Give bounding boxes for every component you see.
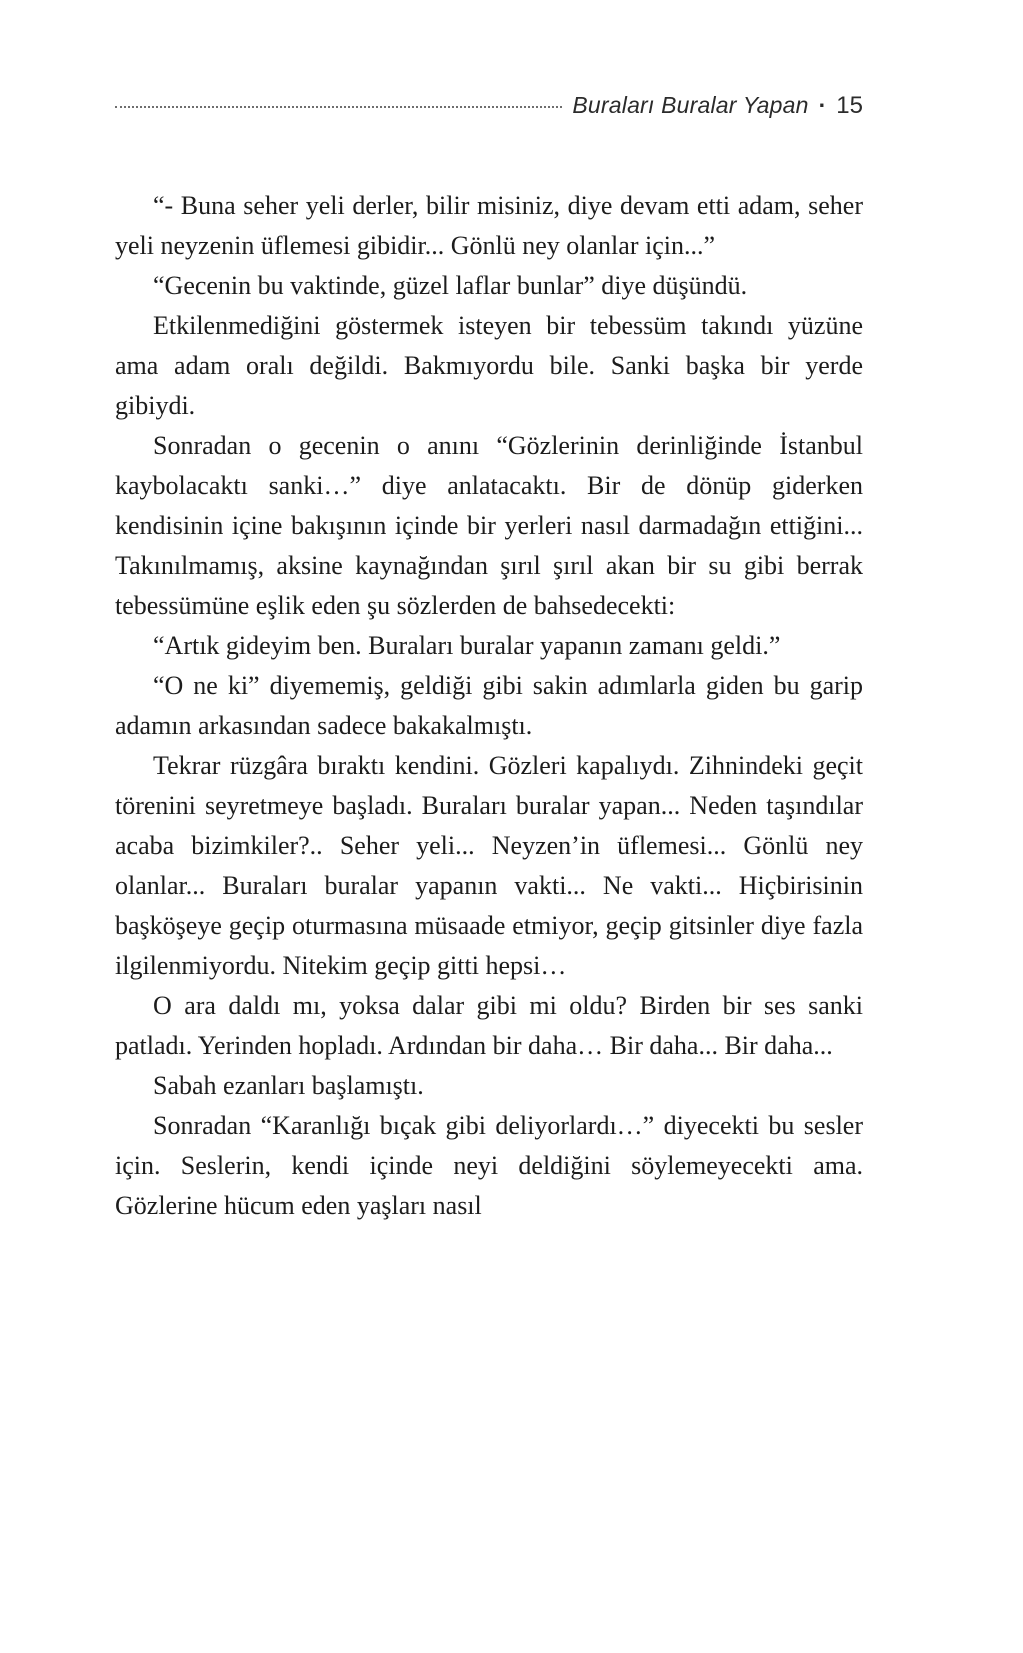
dotted-leader	[115, 106, 562, 108]
paragraph: “Gecenin bu vaktinde, güzel laflar bunlar” diye düşündü.	[153, 271, 748, 300]
header-separator-dot: ·	[818, 92, 827, 118]
paragraph: Sonradan o gecenin o anını “Gözlerinin derinliğinde İstanbul kaybolacaktı sanki…” diye anlatacaktı. Bir de dönüp giderken kendisinin içine bakışının içinde bir yerleri nasıl darmadağın ettiğini... Takınılmamış, aksine kaynağından şırıl şırıl akan bir su gibi berrak tebessümüne eşlik eden şu sözlerden de bahsedecekti:	[115, 431, 863, 620]
paragraph: “Artık gideyim ben. Buraları buralar yapanın zamanı geldi.”	[153, 631, 781, 660]
paragraph: Sonradan “Karanlığı bıçak gibi deliyorlardı…” diyecekti bu sesler için. Seslerin, kendi içinde neyi deldiğini söylemeyecekti ama. Gözlerine hücum eden yaşları nasıl	[115, 1111, 863, 1220]
paragraph: O ara daldı mı, yoksa dalar gibi mi oldu? Birden bir ses sanki patladı. Yerinden hopladı. Ardından bir daha… Bir daha... Bir daha...	[115, 991, 863, 1060]
running-head	[115, 92, 863, 120]
paragraph: Sabah ezanları başlamıştı.	[153, 1071, 424, 1100]
running-title: Buraları Buralar Yapan	[572, 92, 809, 118]
paragraph: “- Buna seher yeli derler, bilir misiniz, diye devam etti adam, seher yeli neyzenin üflemesi gibidir... Gönlü ney olanlar için...”	[115, 191, 863, 260]
page-number: 15	[836, 92, 863, 119]
body-text	[115, 186, 863, 1226]
paragraph: Etkilenmediğini göstermek isteyen bir tebessüm takındı yüzüne ama adam oralı değildi. Bakmıyordu bile. Sanki başka bir yerde gibiydi.	[115, 311, 863, 420]
paragraph: “O ne ki” diyememiş, geldiği gibi sakin adımlarla giden bu garip adamın arkasından sadece bakakalmıştı.	[115, 671, 863, 740]
paragraph: Tekrar rüzgâra bıraktı kendini. Gözleri kapalıydı. Zihnindeki geçit törenini seyretmeye başladı. Buraları buralar yapan... Neden taşındılar acaba bizimkiler?.. Seher yeli... Neyzen’in üflemesi... Gönlü ney olanlar... Buraları buralar yapanın vakti... Ne vakti... Hiçbirisinin başköşeye geçip oturmasına müsaade etmiyor, geçip gitsinler diye fazla ilgilenmiyordu. Nitekim geçip gitti hepsi…	[115, 751, 863, 980]
